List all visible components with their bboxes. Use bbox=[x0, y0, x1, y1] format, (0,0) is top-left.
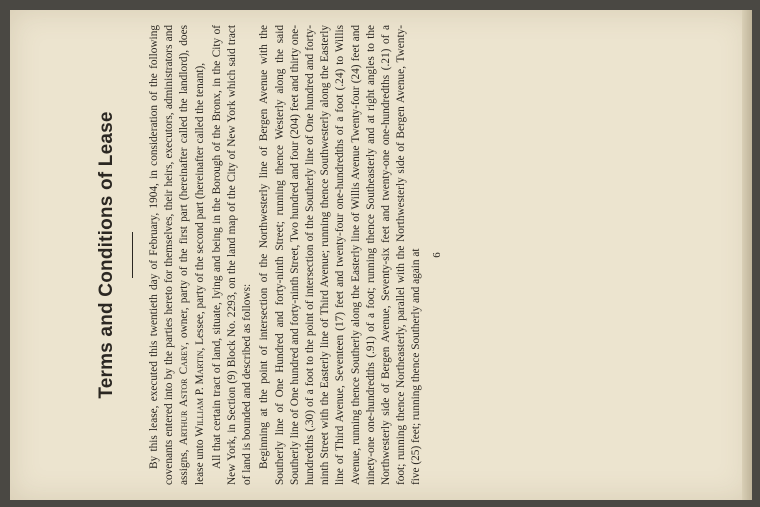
lessee-name: William P. Martin bbox=[193, 350, 206, 437]
paragraph-1-text-a: By this lease, executed this twentieth day of February, 1904, in consideration of the following covenants entered into by the parties hereto for themselves, their heirs, executors, administrators and assigns, bbox=[148, 25, 191, 485]
paragraph-1-text-c: , Lessee, party of the second part (hereinafter called the tenant), bbox=[193, 62, 206, 351]
page-edge bbox=[742, 10, 752, 500]
page-number: 6 bbox=[430, 252, 443, 258]
paragraph-tract-description: All that certain tract of land, situate, lying and being in the Borough of the Bronx, in the City of New York, in Section (9) Block No. 2293, on the land map of the City of New York which said tract of land is bounded and described as follows: bbox=[210, 25, 254, 485]
page-content bbox=[90, 25, 670, 485]
title-divider bbox=[132, 232, 133, 278]
owner-name: Arthur Astor Carey bbox=[178, 345, 191, 446]
page-title: Terms and Conditions of Lease bbox=[96, 111, 117, 399]
paragraph-boundary-description: Beginning at the point of intersection of the Northwesterly line of Bergen Avenue with the Southerly line of One Hundred and forty-ninth Street; running thence Westerly along the said Southerly line of One hundred and forty-ninth Street, Two hundred and four (204) feet and thirty one-hundredths (.30) of a foot to the point of intersection of the Southerly line of One hundred and forty-ninth Street with the Easterly line of Third Avenue; running thence Southwesterly along the Easterly line of Third Avenue, Seventeen (17) feet and twenty-four one-hundredths of a foot (.24) to Willis Avenue, running thence Southerly along the Easterly line of Willis Avenue Twenty-four (24) feet and ninety-one one-hundredths (.91) of a foot; running thence Southeasterly and at right angles to the Northwesterly side of Bergen Avenue, Seventy-six feet and twenty-one one-hundredths (.21) of a foot; running thence Northeasterly, parallel with the Northwesterly side of Bergen Avenue, Twenty-five (25) feet; running thence Southerly and again at bbox=[258, 25, 423, 485]
paragraph-1-text-b: , owner, party of the first part (hereinafter called the landlord), does lease unto bbox=[178, 25, 206, 485]
document-page bbox=[10, 10, 750, 500]
paragraph-lease-parties bbox=[147, 25, 208, 485]
